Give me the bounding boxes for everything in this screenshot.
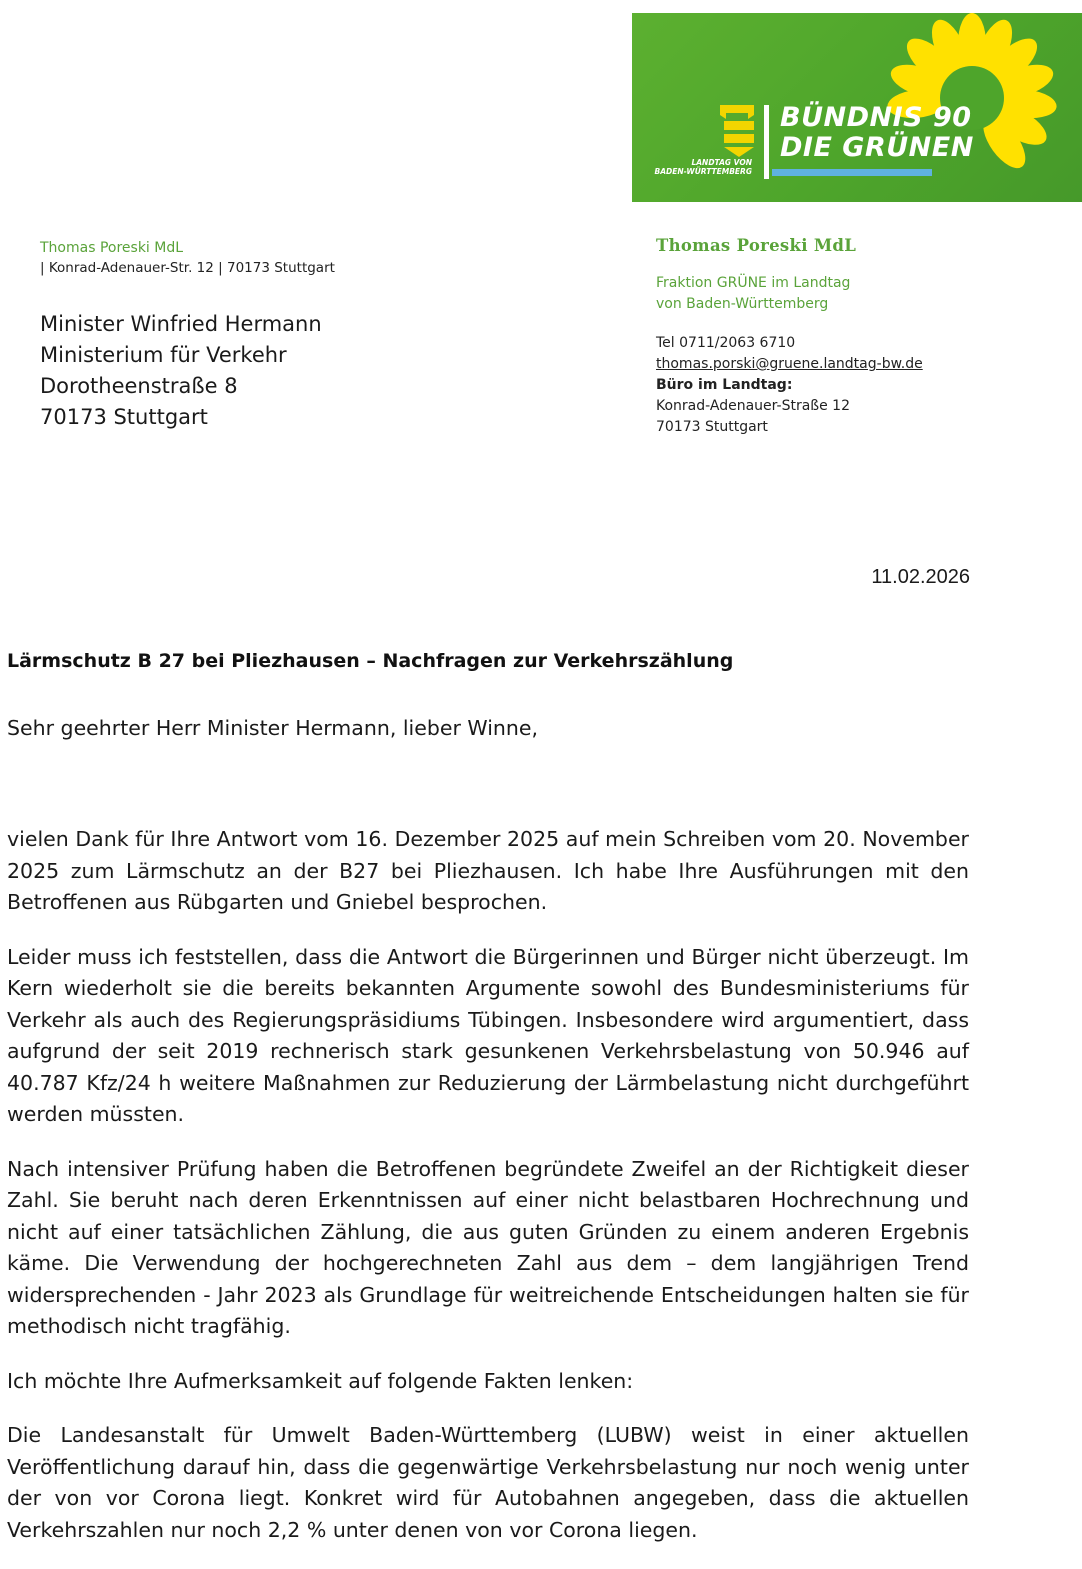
body-paragraph: Leider muss ich feststellen, dass die Antwort die Bürgerinnen und Bürger nicht überzeugt. Im Kern wiederholt sie die bereits bekannten Argumente sowohl des Bundesministeriums für Verkehr als auch des Regierungspräsidiums Tübingen. Insbesondere wird argumentiert, dass aufgrund der seit 2019 rechnerisch stark gesunkenen Verkehrsbelastung von 50.946 auf 40.787 Kfz/24 h weitere Maßnahmen zur Reduzierung der Lärmbelastung nicht durchgeführt werden müssten. [7, 944, 969, 1126]
logo-divider [764, 105, 769, 179]
recipient-line2: Ministerium für Verkehr [40, 343, 287, 367]
logo-landtag [652, 158, 752, 176]
sender-return-address [40, 238, 335, 278]
logo-party-line1: BÜNDNIS 90 [780, 102, 972, 133]
contact-tel: Tel 0711/2063 6710 [656, 335, 796, 351]
recipient-line3: Dorotheenstraße 8 [40, 374, 238, 398]
letter-subject: Lärmschutz B 27 bei Pliezhausen – Nachfragen zur Verkehrszählung [7, 650, 734, 672]
body-paragraph: vielen Dank für Ihre Antwort vom 16. Dezember 2025 auf mein Schreiben vom 20. November 2025 zum Lärmschutz an der B27 bei Pliezhausen. Ich habe Ihre Ausführungen mit den Betroffenen aus Rübgarten und Gniebel besprochen. [7, 827, 969, 914]
crest-icon [720, 105, 754, 157]
sender-name: Thomas Poreski MdL [40, 240, 184, 256]
party-logo [632, 13, 1082, 202]
body-paragraph: Nach intensiver Prüfung haben die Betroffenen begründete Zweifel an der Richtigkeit dieser Zahl. Sie beruht nach deren Erkenntnissen auf einer nicht belastbaren Hochrechnung und nicht auf einer tatsächlichen Zählung, die aus guten Gründen zu einem anderen Ergebnis käme. Die Verwendung der hochgerechneten Zahl aus dem – dem langjährigen Trend widersprechenden - Jahr 2023 als Grundlage für weitreichende Entscheidungen halten sie für methodisch nicht tragfähig. [7, 1156, 969, 1338]
contact-buero-label: Büro im Landtag: [656, 377, 793, 393]
contact-street: Konrad-Adenauer-Straße 12 [656, 398, 850, 414]
recipient-line4: 70173 Stuttgart [40, 405, 208, 429]
contact-fraktion [656, 273, 923, 315]
letter-salutation: Sehr geehrter Herr Minister Hermann, lieber Winne, [7, 716, 539, 740]
body-paragraph: Die Landesanstalt für Umwelt Baden-Württemberg (LUBW) weist in einer aktuellen Veröffentlichung darauf hin, dass die gegenwärtige Verkehrsbelastung nur noch wenig unter der von vor Corona liegt. Konkret wird für Autobahnen angegeben, dass die aktuellen Verkehrszahlen nur noch 2,2 % unter denen von vor Corona liegen. [7, 1423, 969, 1542]
letter-date: 11.02.2026 [871, 566, 970, 588]
contact-name: Thomas Poreski MdL [656, 236, 857, 255]
contact-fraktion-line1: Fraktion GRÜNE im Landtag [656, 275, 851, 291]
recipient-line1: Minister Winfried Hermann [40, 312, 322, 336]
logo-party-line2: DIE GRÜNEN [780, 132, 974, 163]
sender-address: | Konrad-Adenauer-Str. 12 | 70173 Stuttgart [40, 260, 335, 276]
recipient-address [40, 309, 322, 433]
logo-stripe [772, 169, 932, 176]
contact-block [656, 236, 923, 438]
body-paragraph: Ich möchte Ihre Aufmerksamkeit auf folgende Fakten lenken: [7, 1368, 634, 1393]
logo-party-name [780, 103, 974, 163]
logo-landtag-line2: BADEN-WÜRTTEMBERG [654, 167, 752, 176]
contact-email-link[interactable]: thomas.porski@gruene.landtag-bw.de [656, 356, 923, 372]
contact-info [656, 333, 923, 438]
contact-fraktion-line2: von Baden-Württemberg [656, 296, 829, 312]
contact-city: 70173 Stuttgart [656, 419, 768, 435]
logo-landtag-line1: LANDTAG VON [691, 158, 752, 167]
letter-body [7, 824, 969, 1569]
